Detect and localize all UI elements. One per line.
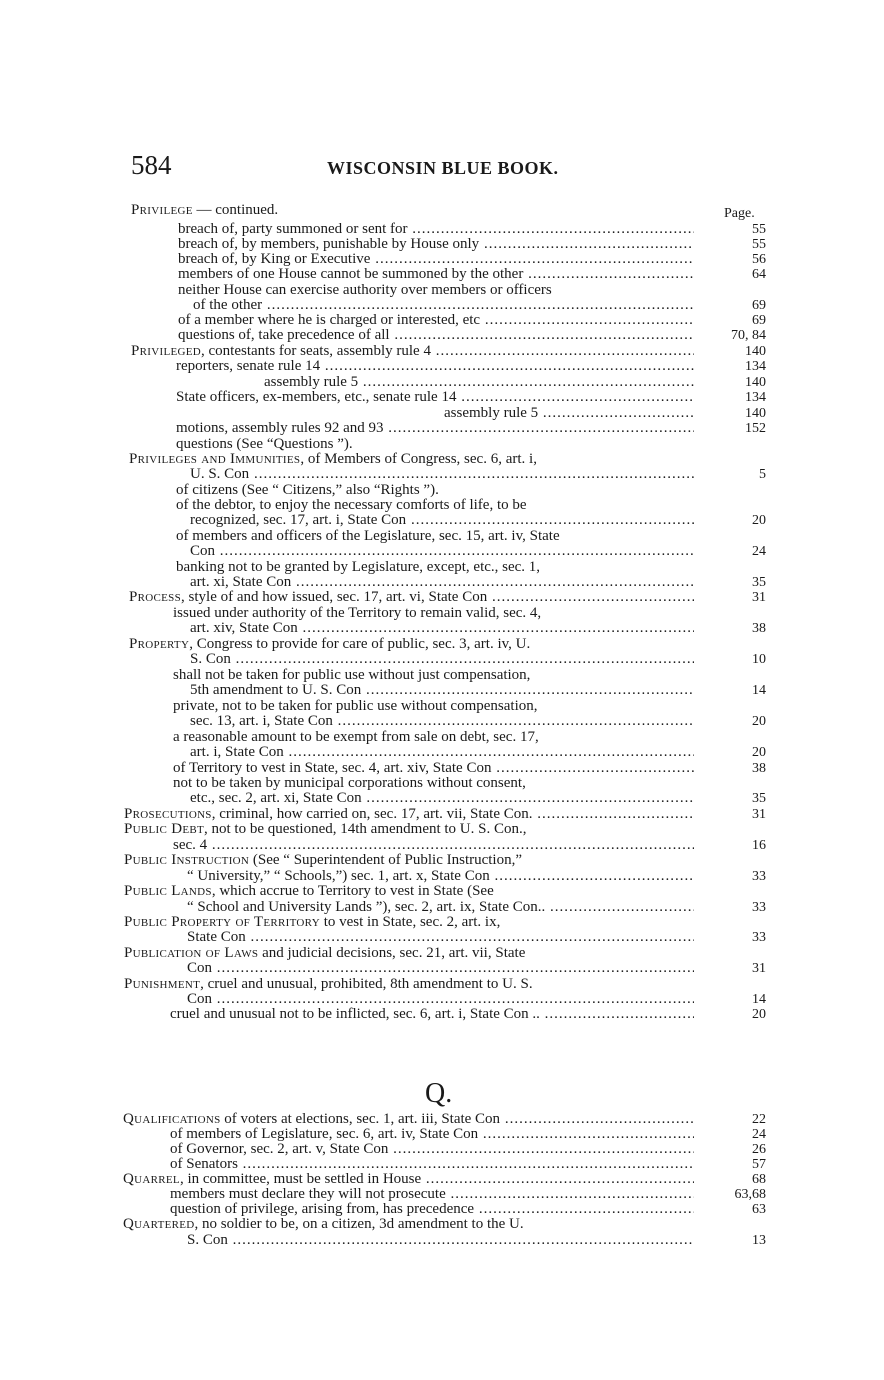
entry-text bbox=[190, 621, 694, 636]
entry-description: of citizens (See “ Citizens,” also “Rights ”). bbox=[176, 483, 439, 498]
entry-description: breach of, party summoned or sent for bbox=[178, 222, 408, 237]
entry-description: etc., sec. 2, art. xi, State Con bbox=[190, 791, 362, 806]
entry-description: S. Con bbox=[190, 652, 231, 667]
entry-description: , style of and how issued, sec. 17, art. vi, State Con bbox=[181, 590, 488, 605]
entry-description: members of one House cannot be summoned by the other bbox=[178, 267, 524, 282]
entry-description: S. Con bbox=[187, 1233, 228, 1248]
entry-heading: Public Instruction bbox=[124, 853, 250, 868]
entry-page: 24 bbox=[752, 1127, 766, 1142]
entry-description: recognized, sec. 17, art. i, State Con bbox=[190, 513, 407, 528]
entry-description: not to be taken by municipal corporations without consent, bbox=[173, 776, 526, 791]
page-number: 584 bbox=[131, 150, 172, 180]
entry-text bbox=[124, 807, 694, 822]
entry-description: question of privilege, arising from, has precedence bbox=[170, 1202, 475, 1217]
entry-description: , of Members of Congress, sec. 6, art. i, bbox=[300, 452, 537, 467]
entry-text bbox=[190, 714, 694, 729]
entry-heading: Quartered bbox=[123, 1217, 195, 1232]
entry-text bbox=[176, 483, 694, 498]
entry-text bbox=[170, 1157, 694, 1172]
entry-page: 69 bbox=[752, 298, 766, 313]
entry-page: 140 bbox=[745, 375, 766, 390]
entry-page: 14 bbox=[752, 992, 766, 1007]
entry-text bbox=[193, 298, 694, 313]
entry-text bbox=[178, 237, 694, 252]
entry-description: and judicial decisions, sec. 21, art. vii, State bbox=[258, 946, 526, 961]
entry-description: of a member where he is charged or interested, etc bbox=[178, 313, 481, 328]
entry-text bbox=[124, 915, 694, 930]
entry-description: reporters, senate rule 14 bbox=[176, 359, 321, 374]
entry-text bbox=[173, 838, 694, 853]
entry-text bbox=[123, 1112, 694, 1127]
entry-description: art. i, State Con bbox=[190, 745, 284, 760]
entry-description: of Senators bbox=[170, 1157, 238, 1172]
entry-text bbox=[173, 668, 694, 683]
page-column-label: Page. bbox=[724, 206, 755, 221]
entry-heading: Property bbox=[129, 637, 190, 652]
entry-heading: Qualifications bbox=[123, 1112, 221, 1127]
entry-description: sec. 4 bbox=[173, 838, 208, 853]
entry-page: 20 bbox=[752, 1007, 766, 1022]
entry-text bbox=[190, 544, 694, 559]
entry-heading: Process bbox=[129, 590, 182, 605]
entry-text bbox=[190, 683, 694, 698]
entry-page: 152 bbox=[745, 421, 766, 436]
entry-text bbox=[173, 730, 694, 745]
entry-text bbox=[173, 606, 694, 621]
entry-page: 63 bbox=[752, 1202, 766, 1217]
entry-page: 24 bbox=[752, 544, 766, 559]
entry-page: 31 bbox=[752, 807, 766, 822]
entry-text bbox=[124, 977, 694, 992]
entry-page: 134 bbox=[745, 359, 766, 374]
entry-page: 20 bbox=[752, 714, 766, 729]
entry-description: questions (See “Questions ”). bbox=[176, 437, 353, 452]
entry-description: , contestants for seats, assembly rule 4 bbox=[201, 344, 431, 359]
entry-page: 5 bbox=[759, 467, 766, 482]
entry-description: “ University,” “ Schools,”) sec. 1, art. x, State Con bbox=[187, 869, 490, 884]
entry-description: a reasonable amount to be exempt from sale on debt, sec. 17, bbox=[173, 730, 539, 745]
entry-heading: Punishment bbox=[124, 977, 201, 992]
entry-description: “ School and University Lands ”), sec. 2, art. ix, State Con.. bbox=[187, 900, 546, 915]
entry-text bbox=[176, 390, 694, 405]
entry-description: of members and officers of the Legislature, sec. 15, art. iv, State bbox=[176, 529, 560, 544]
entry-description: , cruel and unusual, prohibited, 8th amendment to U. S. bbox=[200, 977, 533, 992]
entry-text bbox=[178, 222, 694, 237]
entry-description: of Territory to vest in State, sec. 4, art. xiv, State Con bbox=[173, 761, 492, 776]
entry-page: 13 bbox=[752, 1233, 766, 1248]
entry-text bbox=[178, 283, 694, 298]
entry-page: 22 bbox=[752, 1112, 766, 1127]
entry-text bbox=[187, 961, 694, 976]
entry-description: of Governor, sec. 2, art. v, State Con bbox=[170, 1142, 389, 1157]
entry-description: of voters at elections, sec. 1, art. iii, State Con bbox=[220, 1112, 501, 1127]
entry-text bbox=[124, 946, 694, 961]
entry-description: , Congress to provide for care of public, sec. 3, art. iv, U. bbox=[189, 637, 531, 652]
entry-page: 35 bbox=[752, 791, 766, 806]
entry-description: breach of, by members, punishable by House only bbox=[178, 237, 480, 252]
entry-page: 63,68 bbox=[734, 1187, 766, 1202]
entry-text bbox=[124, 884, 694, 899]
entry-page: 38 bbox=[752, 761, 766, 776]
entry-description: art. xi, State Con bbox=[190, 575, 292, 590]
entry-text bbox=[129, 590, 694, 605]
entry-description: , which accrue to Territory to vest in State (See bbox=[211, 884, 494, 899]
entry-description: Con bbox=[187, 961, 213, 976]
entry-page: 16 bbox=[752, 838, 766, 853]
entry-description: motions, assembly rules 92 and 93 bbox=[176, 421, 384, 436]
entry-text bbox=[176, 560, 694, 575]
entry-description: , in committee, must be settled in House bbox=[179, 1172, 422, 1187]
entry-text bbox=[176, 498, 694, 513]
entry-page: 56 bbox=[752, 252, 766, 267]
entry-description: issued under authority of the Territory to remain valid, sec. 4, bbox=[173, 606, 542, 621]
entry-page: 69 bbox=[752, 313, 766, 328]
entry-description: U. S. Con bbox=[190, 467, 250, 482]
entry-text bbox=[190, 467, 694, 482]
entry-description: shall not be taken for public use without just compensation, bbox=[173, 668, 531, 683]
entry-description: — continued. bbox=[192, 203, 279, 218]
entry-text bbox=[187, 1233, 694, 1248]
entry-page: 33 bbox=[752, 930, 766, 945]
entry-heading: Publication of Laws bbox=[124, 946, 259, 961]
running-head: WISCONSIN BLUE BOOK. bbox=[327, 158, 559, 178]
entry-description: art. xiv, State Con bbox=[190, 621, 298, 636]
entry-heading: Quarrel bbox=[123, 1172, 180, 1187]
entry-description: cruel and unusual not to be inflicted, sec. 6, art. i, State Con .. bbox=[170, 1007, 540, 1022]
entry-description: of the debtor, to enjoy the necessary comforts of life, to be bbox=[176, 498, 527, 513]
entry-heading: Prosecutions bbox=[124, 807, 212, 822]
entry-description: , no soldier to be, on a citizen, 3d amendment to the U. bbox=[194, 1217, 524, 1232]
entry-page: 55 bbox=[752, 222, 766, 237]
entry-description: assembly rule 5 bbox=[264, 375, 359, 390]
entry-text bbox=[129, 637, 694, 652]
entry-page: 20 bbox=[752, 513, 766, 528]
entry-text bbox=[187, 900, 694, 915]
entry-description: private, not to be taken for public use without compensation, bbox=[173, 699, 538, 714]
entry-text bbox=[264, 375, 694, 390]
entry-page: 68 bbox=[752, 1172, 766, 1187]
entry-page: 26 bbox=[752, 1142, 766, 1157]
entry-page: 10 bbox=[752, 652, 766, 667]
entry-page: 55 bbox=[752, 237, 766, 252]
entry-page: 134 bbox=[745, 390, 766, 405]
entry-text bbox=[129, 452, 694, 467]
entry-page: 70, 84 bbox=[731, 328, 766, 343]
entry-heading: Public Debt bbox=[124, 822, 205, 837]
entry-description: 5th amendment to U. S. Con bbox=[190, 683, 362, 698]
entry-text bbox=[187, 869, 694, 884]
entry-description: , not to be questioned, 14th amendment to U. S. Con., bbox=[204, 822, 527, 837]
entry-page: 33 bbox=[752, 900, 766, 915]
entry-text bbox=[170, 1007, 694, 1022]
entry-description: of members of Legislature, sec. 6, art. iv, State Con bbox=[170, 1127, 479, 1142]
entry-page: 64 bbox=[752, 267, 766, 282]
entry-text bbox=[187, 992, 694, 1007]
entry-description: , criminal, how carried on, sec. 17, art. vii, State Con. bbox=[211, 807, 533, 822]
entry-text bbox=[190, 652, 694, 667]
entry-page: 20 bbox=[752, 745, 766, 760]
entry-description: Con bbox=[190, 544, 216, 559]
entry-page: 35 bbox=[752, 575, 766, 590]
entry-text bbox=[123, 1172, 694, 1187]
entry-page: 31 bbox=[752, 961, 766, 976]
entry-page: 31 bbox=[752, 590, 766, 605]
entry-text bbox=[170, 1202, 694, 1217]
entry-text bbox=[124, 822, 694, 837]
entry-text bbox=[178, 313, 694, 328]
entry-description: State officers, ex-members, etc., senate rule 14 bbox=[176, 390, 457, 405]
section-letter: Q. bbox=[425, 1078, 453, 1109]
entry-page: 57 bbox=[752, 1157, 766, 1172]
entry-description: breach of, by King or Executive bbox=[178, 252, 371, 267]
entry-text bbox=[178, 328, 694, 343]
entry-text bbox=[176, 437, 694, 452]
entry-text bbox=[187, 930, 694, 945]
entry-page: 140 bbox=[745, 406, 766, 421]
entry-description: State Con bbox=[187, 930, 246, 945]
entry-description: questions of, take precedence of all bbox=[178, 328, 390, 343]
entry-description: (See “ Superintendent of Public Instruction,” bbox=[249, 853, 523, 868]
entry-text bbox=[178, 252, 694, 267]
entry-description: members must declare they will not prosecute bbox=[170, 1187, 446, 1202]
entry-description: assembly rule 5 bbox=[444, 406, 539, 421]
entry-text bbox=[190, 791, 694, 806]
entry-text bbox=[176, 421, 694, 436]
entry-page: 33 bbox=[752, 869, 766, 884]
entry-description: of the other bbox=[193, 298, 263, 313]
entry-heading: Privileges and Immunities bbox=[129, 452, 301, 467]
entry-text bbox=[176, 529, 694, 544]
entry-text bbox=[123, 1217, 694, 1232]
entry-page: 38 bbox=[752, 621, 766, 636]
entry-text bbox=[170, 1127, 694, 1142]
entry-description: neither House can exercise authority over members or officers bbox=[178, 283, 552, 298]
entry-text bbox=[190, 513, 694, 528]
entry-text bbox=[176, 359, 694, 374]
entry-text bbox=[178, 267, 694, 282]
entry-text bbox=[131, 344, 694, 359]
entry-text bbox=[124, 853, 694, 868]
entry-page: 140 bbox=[745, 344, 766, 359]
entry-heading: Public Lands bbox=[124, 884, 212, 899]
entry-description: to vest in State, sec. 2, art. ix, bbox=[319, 915, 501, 930]
entry-text bbox=[170, 1187, 694, 1202]
entry-heading: Privilege bbox=[131, 203, 193, 218]
entry-description: Con bbox=[187, 992, 213, 1007]
entry-text bbox=[131, 203, 694, 218]
entry-page: 14 bbox=[752, 683, 766, 698]
entry-description: banking not to be granted by Legislature, except, etc., sec. 1, bbox=[176, 560, 541, 575]
entry-text bbox=[190, 745, 694, 760]
entry-text bbox=[173, 761, 694, 776]
entry-text bbox=[190, 575, 694, 590]
entry-text bbox=[170, 1142, 694, 1157]
entry-text bbox=[444, 406, 694, 421]
entry-heading: Privileged bbox=[131, 344, 201, 359]
entry-heading: Public Property of Territory bbox=[124, 915, 320, 930]
entry-text bbox=[173, 699, 694, 714]
entry-description: sec. 13, art. i, State Con bbox=[190, 714, 333, 729]
entry-text bbox=[173, 776, 694, 791]
